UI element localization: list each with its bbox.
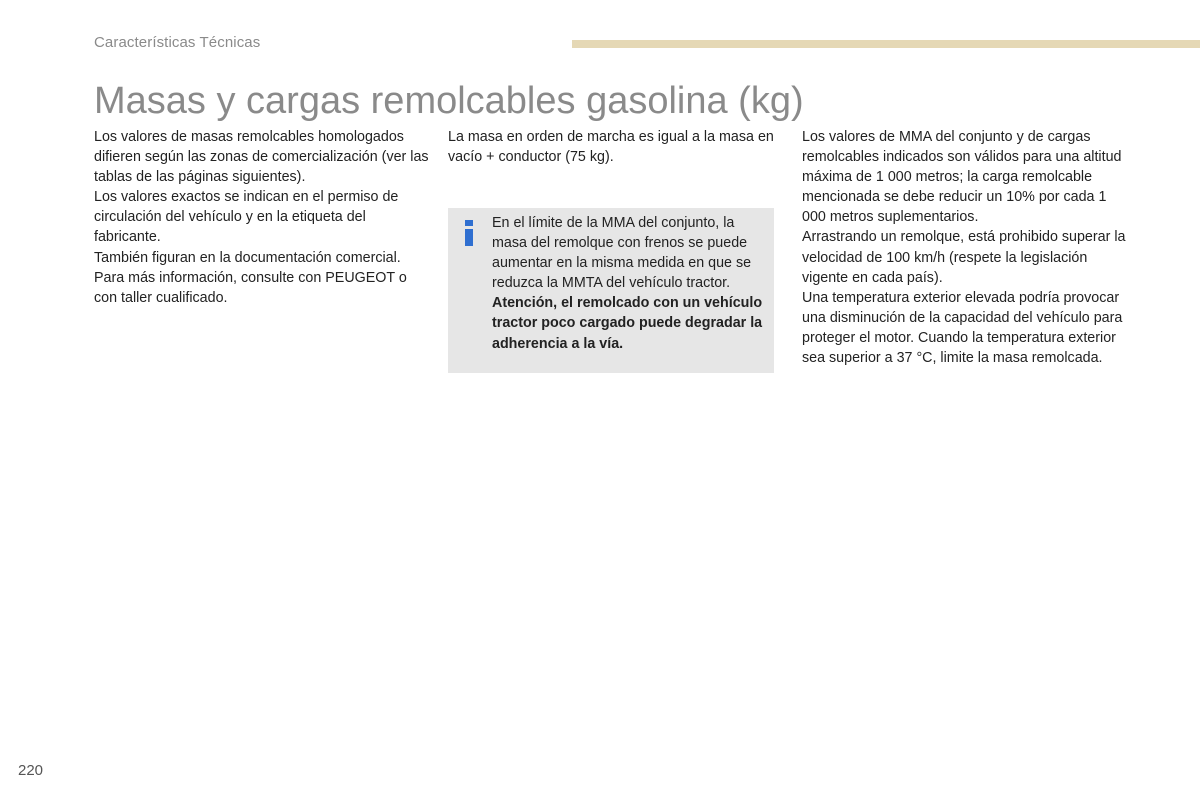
text-column-left <box>94 127 430 308</box>
paragraph: Una temperatura exterior elevada podría provocar una disminución de la capacidad del vehículo para proteger el motor. Cuando la temperatura exterior sea superior a 37 °C, limite la masa remolcada. <box>802 289 1123 367</box>
paragraph: Los valores exactos se indican en el permiso de circulación del vehículo y en la etiqueta del fabricante. <box>94 189 399 246</box>
info-icon-dot <box>465 220 473 226</box>
info-icon <box>465 220 473 246</box>
info-note-warning: Atención, el remolcado con un vehículo tractor poco cargado puede degradar la adherencia a la vía. <box>492 295 763 352</box>
info-note-box <box>448 208 774 373</box>
paragraph: También figuran en la documentación comercial. <box>94 249 401 266</box>
text-column-right <box>802 127 1132 368</box>
paragraph: Arrastrando un remolque, está prohibido superar la velocidad de 100 km/h (respete la legislación vigente en cada país). <box>802 229 1126 286</box>
paragraph: Los valores de masas remolcables homologados difieren según las zonas de comercialización (ver las tablas de las páginas siguientes). <box>94 129 429 186</box>
info-note-text <box>492 213 768 354</box>
paragraph: Los valores de MMA del conjunto y de cargas remolcables indicados son válidos para una altitud máxima de 1 000 metros; la carga remolcable mencionada se debe reducir un 10% por cada 1 000 metros suplementarios. <box>802 129 1122 226</box>
info-icon-stem <box>465 229 473 246</box>
text-column-middle <box>448 127 778 167</box>
section-label: Características Técnicas <box>94 34 261 51</box>
header-decorative-bar <box>572 40 1200 48</box>
paragraph: Para más información, consulte con PEUGEOT o con taller cualificado. <box>94 269 407 306</box>
paragraph: La masa en orden de marcha es igual a la masa en vacío + conductor (75 kg). <box>448 129 774 166</box>
page-title: Masas y cargas remolcables gasolina (kg) <box>94 80 804 122</box>
page-number: 220 <box>18 762 44 779</box>
info-note-regular: En el límite de la MMA del conjunto, la masa del remolque con frenos se puede aumentar en la misma medida en que se reduzca la MMTA del vehículo tractor. <box>492 215 752 292</box>
